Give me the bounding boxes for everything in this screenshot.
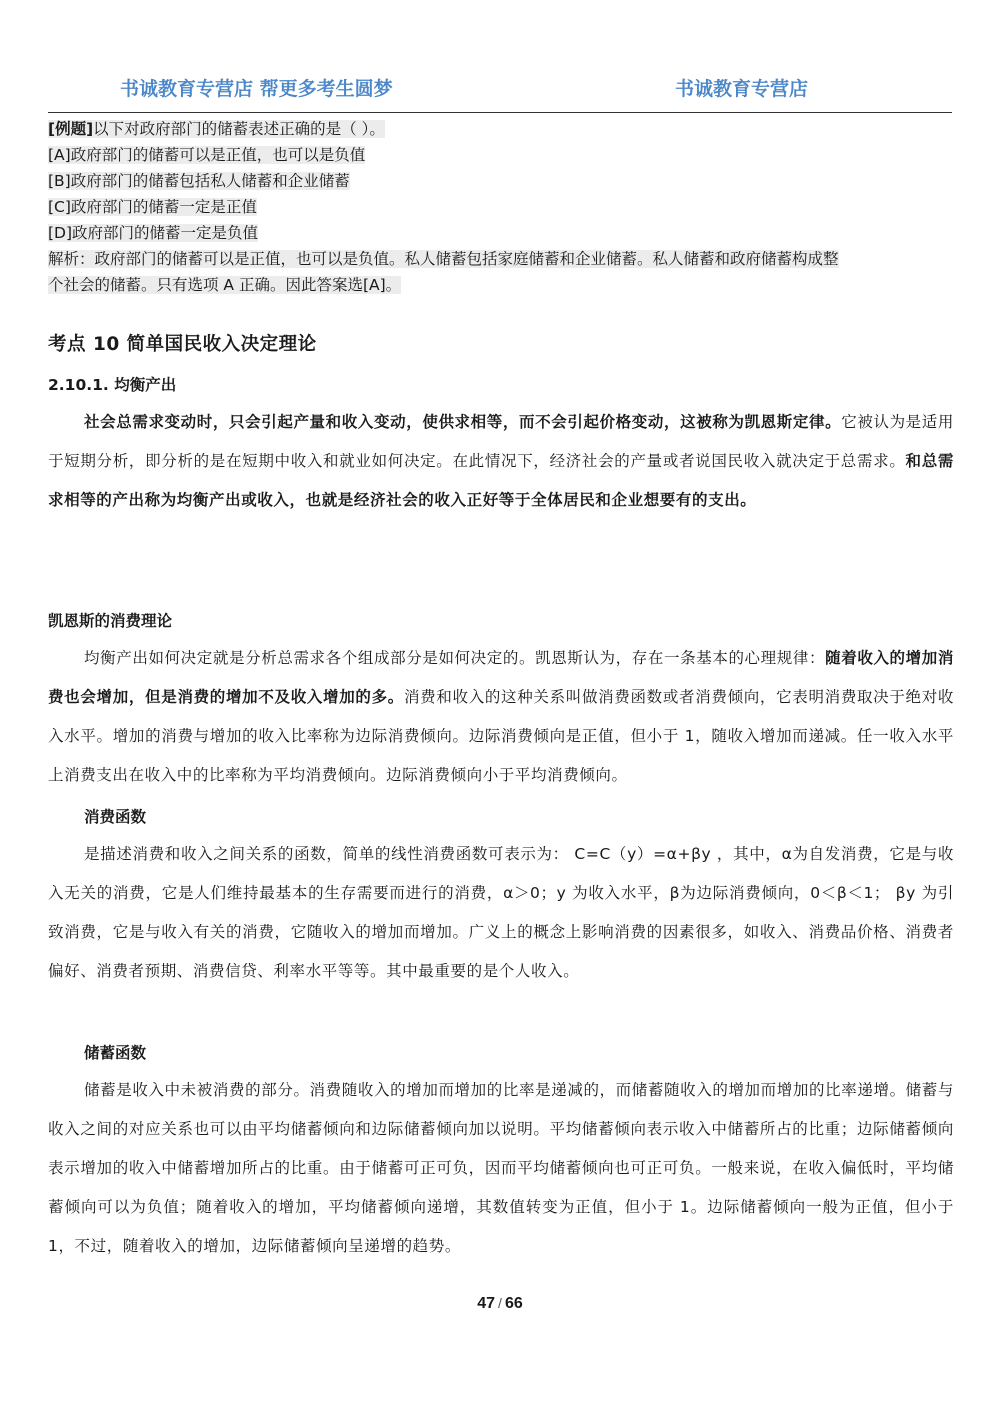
section-subtitle: 2.10.1. 均衡产出 (48, 376, 177, 394)
consumption-function-heading: 消费函数 (84, 808, 147, 826)
equilibrium-definition-bold: 和总需求相等的产出称为均衡产出或收入，也就是经济社会的收入正好等于全体居民和企业想要有的支出。 (48, 452, 954, 509)
header-shop-name: 书诚教育专营店 (675, 78, 809, 100)
example-analysis-line-1: 解析：政府部门的储蓄可以是正值，也可以是负值。私人储蓄包括家庭储蓄和企业储蓄。私人储蓄和政府储蓄构成整 (48, 250, 839, 268)
example-option-a: [A]政府部门的储蓄可以是正值，也可以是负值 (48, 146, 366, 164)
savings-function-heading: 储蓄函数 (84, 1044, 147, 1062)
paragraph-savings-function: 储蓄是收入中未被消费的部分。消费随收入的增加而增加的比率是递减的，而储蓄随收入的增加而增加的比率递增。储蓄与收入之间的对应关系也可以由平均储蓄倾向和边际储蓄倾向加以说明。平均储蓄倾向表示收入中储蓄所占的比重；边际储蓄倾向表示增加的收入中储蓄增加所占的比重。由于储蓄可正可负，因而平均储蓄倾向也可正可负。一般来说，在收入偏低时，平均储蓄倾向可以为负值；随着收入的增加，平均储蓄倾向递增，其数值转变为正值，但小于 1。边际储蓄倾向一般为正值，但小于 1，不过，随着收入的增加，边际储蓄倾向呈递增的趋势。 (48, 1081, 954, 1255)
example-option-d: [D]政府部门的储蓄一定是负值 (48, 224, 259, 242)
header-shop-slogan: 书诚教育专营店 帮更多考生圆梦 (120, 78, 393, 100)
keynes-law-bold: 社会总需求变动时，只会引起产量和收入变动，使供求相等，而不会引起价格变动，这被称为凯恩斯定律。 (84, 413, 842, 431)
total-pages: 66 (504, 1295, 523, 1312)
example-question (48, 116, 958, 142)
example-option-c: [C]政府部门的储蓄一定是正值 (48, 198, 257, 216)
page-header (48, 72, 952, 113)
paragraph-equilibrium-output: 社会总需求变动时，只会引起产量和收入变动，使供求相等，而不会引起价格变动，这被称为凯恩斯定律。它被认为是适用于短期分析，即分析的是在短期中收入和就业如何决定。在此情况下，经济社会的产量或者说国民收入就决定于总需求。和总需求相等的产出称为均衡产出或收入，也就是经济社会的收入正好等于全体居民和企业想要有的支出。 (48, 413, 955, 509)
psychological-law-bold: 随着收入的增加消费也会增加，但是消费的增加不及收入增加的多。 (48, 649, 954, 706)
paragraph-keynes-consumption: 均衡产出如何决定就是分析总需求各个组成部分是如何决定的。凯恩斯认为，存在一条基本的心理规律：随着收入的增加消费也会增加，但是消费的增加不及收入增加的多。消费和收入的这种关系叫做消费函数或者消费倾向，它表明消费取决于绝对收入水平。增加的消费与增加的收入比率称为边际消费倾向。边际消费倾向是正值，但小于 1，随收入增加而递减。任一收入水平上消费支出在收入中的比率称为平均消费倾向。边际消费倾向小于平均消费倾向。 (48, 649, 955, 784)
example-question-text: 以下对政府部门的储蓄表述正确的是（ ）。 (93, 120, 385, 138)
page-number (0, 1295, 1000, 1313)
page-separator: / (498, 1295, 502, 1311)
current-page: 47 (477, 1295, 496, 1312)
example-tag: [例题] (48, 120, 94, 138)
example-option-b: [B]政府部门的储蓄包括私人储蓄和企业储蓄 (48, 172, 350, 190)
section-title: 考点 10 简单国民收入决定理论 (48, 334, 317, 355)
keynes-consumption-heading: 凯恩斯的消费理论 (48, 612, 173, 630)
example-analysis-line-2: 个社会的储蓄。只有选项 A 正确。因此答案选[A]。 (48, 276, 402, 294)
paragraph-consumption-function: 是描述消费和收入之间关系的函数，简单的线性消费函数可表示为： C=C（y）=α+βy ，其中，α为自发消费，它是与收入无关的消费，它是人们维持最基本的生存需要而进行的消费，α＞0；y 为收入水平，β为边际消费倾向，0＜β＜1； βy 为引致消费，它是与收入有关的消费，它随收入的增加而增加。广义上的概念上影响消费的因素很多，如收入、消费品价格、消费者偏好、消费者预期、消费信贷、利率水平等等。其中最重要的是个人收入。 (48, 845, 954, 980)
